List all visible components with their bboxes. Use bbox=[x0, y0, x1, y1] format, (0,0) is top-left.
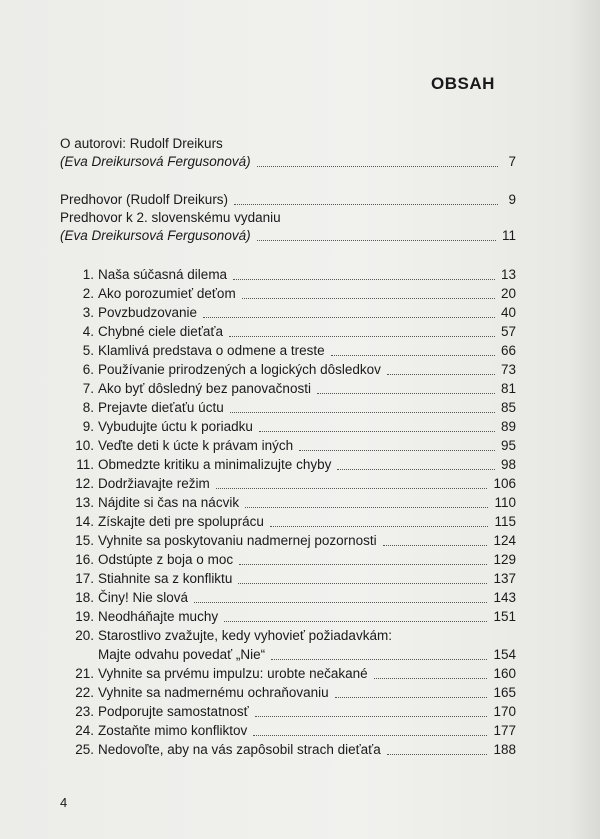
toc-chapter-13 bbox=[60, 493, 516, 512]
leader-dots bbox=[387, 374, 495, 375]
toc-chapter-17 bbox=[60, 569, 516, 588]
toc-chapter-25 bbox=[60, 740, 516, 759]
toc-entry-foreword-second-edition bbox=[60, 209, 516, 245]
leader-dots bbox=[194, 602, 487, 603]
toc-chapter-20-continued bbox=[60, 645, 516, 664]
chapter-number: 8. bbox=[82, 400, 94, 415]
leader-dots bbox=[299, 450, 495, 451]
toc-chapter-20 bbox=[60, 626, 516, 645]
leader-dots bbox=[216, 488, 488, 489]
entry-page-number: 9 bbox=[508, 192, 516, 207]
chapter-page-number: 143 bbox=[493, 590, 516, 605]
chapter-title: Podporujte samostatnosť bbox=[98, 704, 249, 719]
chapter-page-number: 154 bbox=[493, 647, 516, 662]
leader-dots bbox=[203, 317, 495, 318]
chapter-title: Zostaňte mimo konfliktov bbox=[98, 723, 248, 738]
toc-chapter-19 bbox=[60, 607, 516, 626]
chapter-page-number: 95 bbox=[500, 438, 516, 453]
entry-page-number: 11 bbox=[501, 228, 516, 243]
chapter-title: Povzbudzovanie bbox=[98, 305, 198, 320]
chapter-title: Neodháňajte muchy bbox=[98, 609, 219, 624]
chapter-number: 9. bbox=[82, 419, 94, 434]
leader-dots bbox=[270, 526, 489, 527]
toc-chapter-18 bbox=[60, 588, 516, 607]
chapter-number: 10. bbox=[75, 438, 94, 453]
chapter-number: 16. bbox=[75, 552, 94, 567]
toc-chapter-14 bbox=[60, 512, 516, 531]
chapter-title: Dodržiavajte režim bbox=[98, 476, 210, 491]
page-title: OBSAH bbox=[431, 74, 495, 93]
chapter-title: Vyhnite sa poskytovaniu nadmernej pozornosti bbox=[98, 533, 377, 548]
chapter-number: 19. bbox=[75, 609, 94, 624]
chapter-page-number: 124 bbox=[493, 533, 516, 548]
leader-dots bbox=[337, 469, 495, 470]
chapter-title: Vyhnite sa prvému impulzu: urobte nečakané bbox=[98, 666, 368, 681]
chapter-page-number: 40 bbox=[500, 305, 516, 320]
chapter-page-number: 165 bbox=[493, 685, 516, 700]
chapter-title: Stiahnite sa z konfliktu bbox=[98, 571, 233, 586]
chapter-title: Nájdite si čas na nácvik bbox=[98, 495, 240, 510]
chapter-number: 6. bbox=[82, 362, 94, 377]
leader-dots bbox=[331, 355, 495, 356]
leader-dots bbox=[233, 279, 495, 280]
toc-chapter-6 bbox=[60, 360, 516, 379]
toc-entry-foreword bbox=[60, 191, 516, 209]
chapter-title: Obmedzte kritiku a minimalizujte chyby bbox=[98, 457, 332, 472]
leader-dots bbox=[242, 298, 495, 299]
chapter-page-number: 115 bbox=[494, 514, 516, 529]
chapter-number: 11. bbox=[76, 457, 94, 472]
chapter-page-number: 151 bbox=[493, 609, 516, 624]
toc-chapter-10 bbox=[60, 436, 516, 455]
chapter-number: 4. bbox=[82, 324, 94, 339]
toc-chapter-8 bbox=[60, 398, 516, 417]
chapter-page-number: 129 bbox=[493, 552, 516, 567]
chapter-title: Ako byť dôsledný bez panovačnosti bbox=[98, 381, 311, 396]
toc-chapter-22 bbox=[60, 683, 516, 702]
chapter-number: 20. bbox=[75, 628, 94, 643]
chapter-number: 14. bbox=[75, 514, 94, 529]
chapter-title: Veďte deti k úcte k právam iných bbox=[98, 438, 294, 453]
chapter-number: 12. bbox=[75, 476, 94, 491]
chapter-page-number: 73 bbox=[500, 362, 516, 377]
chapter-number: 21. bbox=[75, 666, 94, 681]
entry-label: Predhovor (Rudolf Dreikurs) bbox=[60, 192, 229, 207]
chapter-title: Získajte deti pre spoluprácu bbox=[98, 514, 264, 529]
chapter-title: Starostlivo zvažujte, kedy vyhovieť požiadavkám: bbox=[98, 628, 392, 643]
chapter-page-number: 110 bbox=[494, 495, 516, 510]
toc-chapter-12 bbox=[60, 474, 516, 493]
chapter-page-number: 66 bbox=[500, 343, 516, 358]
chapter-page-number: 85 bbox=[500, 400, 516, 415]
leader-dots bbox=[271, 659, 487, 660]
chapter-page-number: 160 bbox=[493, 666, 516, 681]
leader-dots bbox=[234, 204, 498, 205]
chapter-number: 1. bbox=[82, 267, 94, 282]
leader-dots bbox=[239, 564, 487, 565]
leader-dots bbox=[374, 678, 488, 679]
leader-dots bbox=[245, 507, 488, 508]
toc-chapter-3 bbox=[60, 303, 516, 322]
chapter-page-number: 188 bbox=[493, 742, 516, 757]
toc-chapter-21 bbox=[60, 664, 516, 683]
leader-dots bbox=[229, 336, 495, 337]
entry-label-second-line: (Eva Dreikursová Fergusonová) bbox=[60, 228, 251, 243]
chapter-number: 13. bbox=[75, 495, 94, 510]
chapter-page-number: 81 bbox=[500, 381, 516, 396]
toc-chapter-15 bbox=[60, 531, 516, 550]
leader-dots bbox=[224, 621, 487, 622]
leader-dots bbox=[259, 431, 495, 432]
chapter-page-number: 177 bbox=[493, 723, 516, 738]
chapter-page-number: 98 bbox=[500, 457, 516, 472]
leader-dots bbox=[257, 240, 496, 241]
chapter-page-number: 106 bbox=[493, 476, 516, 491]
chapter-page-number: 89 bbox=[500, 419, 516, 434]
chapter-number: 7. bbox=[82, 381, 94, 396]
chapter-number: 3. bbox=[82, 305, 94, 320]
toc-chapter-11 bbox=[60, 455, 516, 474]
toc-chapter-9 bbox=[60, 417, 516, 436]
chapter-title: Ako porozumieť deťom bbox=[98, 286, 236, 301]
chapter-title: Vyhnite sa nadmernému ochraňovaniu bbox=[98, 685, 329, 700]
leader-dots bbox=[238, 583, 487, 584]
chapter-number: 5. bbox=[82, 343, 94, 358]
chapter-title: Používanie prirodzených a logických dôsledkov bbox=[98, 362, 381, 377]
chapter-title: Naša súčasná dilema bbox=[98, 267, 228, 282]
chapter-page-number: 137 bbox=[493, 571, 516, 586]
toc-chapter-4 bbox=[60, 322, 516, 341]
entry-label-second-line: (Eva Dreikursová Fergusonová) bbox=[60, 154, 251, 169]
toc-chapter-7 bbox=[60, 379, 516, 398]
chapter-number: 18. bbox=[75, 590, 94, 605]
chapter-title: Vybudujte úctu k poriadku bbox=[98, 419, 253, 434]
chapter-page-number: 57 bbox=[500, 324, 516, 339]
chapter-number: 24. bbox=[75, 723, 94, 738]
toc-chapter-24 bbox=[60, 721, 516, 740]
chapter-number: 17. bbox=[75, 571, 94, 586]
toc-chapter-5 bbox=[60, 341, 516, 360]
chapter-title: Chybné ciele dieťaťa bbox=[98, 324, 223, 339]
leader-dots bbox=[387, 754, 488, 755]
chapter-number: 15. bbox=[75, 533, 94, 548]
chapter-page-number: 13 bbox=[500, 267, 516, 282]
chapter-title: Prejavte dieťaťu úctu bbox=[98, 400, 224, 415]
chapter-title: Odstúpte z boja o moc bbox=[98, 552, 234, 567]
leader-dots bbox=[253, 735, 487, 736]
chapter-title: Činy! Nie slová bbox=[98, 590, 189, 605]
entry-label: O autorovi: Rudolf Dreikurs bbox=[60, 136, 223, 151]
page-number: 4 bbox=[60, 795, 68, 810]
chapter-number: 23. bbox=[75, 704, 94, 719]
entry-page-number: 7 bbox=[508, 154, 516, 169]
leader-dots bbox=[230, 412, 495, 413]
toc-chapter-16 bbox=[60, 550, 516, 569]
chapter-title: Klamlivá predstava o odmene a treste bbox=[98, 343, 325, 358]
toc-entry-about-author bbox=[60, 135, 516, 171]
chapter-number: 2. bbox=[82, 286, 94, 301]
leader-dots bbox=[317, 393, 495, 394]
leader-dots bbox=[335, 697, 488, 698]
chapter-number: 22. bbox=[75, 685, 94, 700]
chapter-page-number: 170 bbox=[493, 704, 516, 719]
leader-dots bbox=[383, 545, 488, 546]
toc-chapter-23 bbox=[60, 702, 516, 721]
leader-dots bbox=[255, 716, 488, 717]
toc-chapter-2 bbox=[60, 284, 516, 303]
chapter-title-second-line: Majte odvahu povedať „Nie“ bbox=[98, 647, 266, 662]
entry-label: Predhovor k 2. slovenskému vydaniu bbox=[60, 210, 281, 225]
chapter-number: 25. bbox=[75, 742, 94, 757]
leader-dots bbox=[257, 166, 498, 167]
toc-chapter-1 bbox=[60, 265, 516, 284]
chapter-title: Nedovoľte, aby na vás zapôsobil strach dieťaťa bbox=[98, 742, 381, 757]
chapter-page-number: 20 bbox=[500, 286, 516, 301]
